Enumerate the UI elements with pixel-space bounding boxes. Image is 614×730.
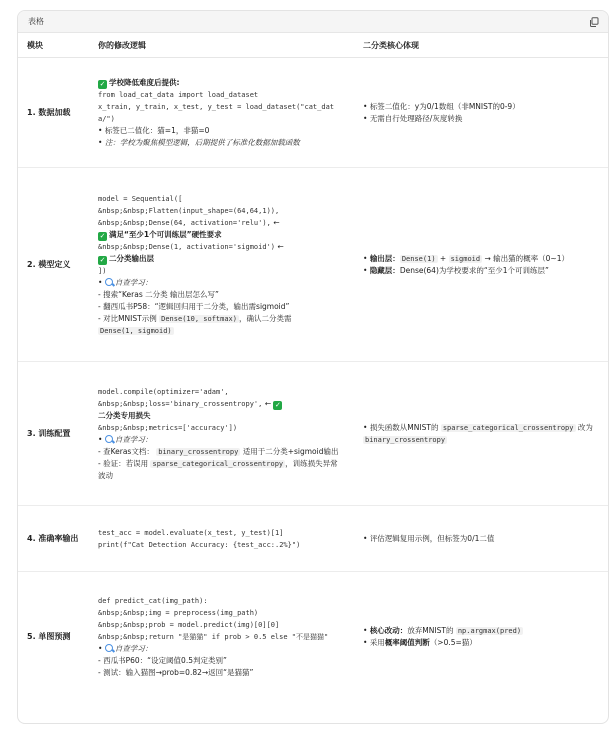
logic-note: • 注：学校为聚焦模型逻辑，后期提供了标准化数据加载函数 — [98, 137, 345, 149]
logic-text: - 西瓜书P60：“设定阈值0.5判定类别” — [98, 655, 227, 665]
logic-text: 自查学习： — [114, 434, 153, 444]
row-module-name: 5. 单图预测 — [27, 631, 71, 641]
logic-text: 自查学习： — [114, 277, 153, 287]
arrow-text: ← — [273, 217, 280, 227]
code-line: test_acc = model.evaluate(x_test, y_test)[1] — [98, 528, 284, 537]
logic-text: - 对比MNIST示例 — [98, 313, 157, 323]
code-line: print(f"Cat Detection Accuracy: {test_acc:.2%}") — [98, 540, 301, 549]
check-icon: ✓ — [275, 400, 281, 409]
magnifier-icon — [105, 435, 113, 443]
table-row — [18, 168, 609, 362]
core-text: 改为 — [575, 422, 593, 432]
logic-text: - 翻西瓜书P58：“逻辑回归用于二分类，输出需sigmoid” — [98, 301, 290, 311]
code-line: &nbsp;&nbsp;Dense(1, activation='sigmoid') — [98, 242, 276, 251]
module-table — [18, 33, 609, 702]
table-row — [18, 58, 609, 168]
row-core — [354, 572, 609, 702]
logic-text: - 测试：输入猫图→prob=0.82→返回“是猫猫” — [98, 667, 254, 677]
inline-code: sparse_categorical_crossentropy — [442, 423, 574, 432]
inline-code: binary_crossentropy — [158, 447, 239, 456]
core-text: （>0.5=猫） — [429, 637, 477, 647]
row-core — [354, 506, 609, 572]
row-module-name: 3. 训练配置 — [18, 362, 89, 506]
card-header — [18, 11, 608, 33]
check-icon: ✓ — [99, 255, 106, 264]
copy-icon[interactable] — [588, 16, 600, 28]
logic-bullet: • 标签已二值化：猫=1，非猫=0 — [98, 125, 345, 137]
core-label: 核心改动： — [369, 625, 408, 635]
inline-code: np.argmax(pred) — [457, 626, 522, 635]
row-logic — [89, 506, 354, 572]
code-line: x_train, y_train, x_test, y_test = load_dataset("cat_data/") — [98, 102, 335, 123]
check-icon: ✓ — [99, 79, 106, 88]
core-bullet: • 标签二值化：y为0/1数组（非MNIST的0-9） — [363, 101, 601, 113]
header-module: 模块 — [18, 33, 89, 58]
logic-text: - 查Keras文档： — [98, 446, 154, 456]
row-logic — [89, 168, 354, 362]
code-line: def predict_cat(img_path): — [98, 596, 208, 605]
magnifier-icon — [105, 278, 113, 286]
code-line: model.compile(optimizer='adam', — [98, 387, 229, 396]
magnifier-icon — [105, 644, 113, 652]
inline-code: sparse_categorical_crossentropy — [152, 459, 284, 468]
row-core — [354, 168, 609, 362]
core-text: + — [437, 253, 449, 263]
row-core — [354, 362, 609, 506]
core-text: 采用 — [369, 637, 385, 647]
check-icon: ✓ — [99, 231, 106, 240]
inline-code: Dense(1, sigmoid) — [100, 326, 172, 335]
logic-text: 二分类输出层 — [109, 253, 154, 263]
core-label: 概率阈值判断 — [384, 637, 430, 647]
arrow-text: ← — [264, 398, 272, 408]
logic-text: 适用于二分类+sigmoid输出 — [240, 446, 339, 456]
code-line: &nbsp;&nbsp;prob = model.predict(img)[0][0] — [98, 620, 280, 629]
code-line: &nbsp;&nbsp;metrics=['accuracy']) — [98, 423, 238, 432]
core-text: 放弃MNIST的 — [407, 625, 454, 635]
row-logic — [89, 58, 354, 168]
core-text: 损失函数从MNIST的 — [369, 422, 439, 432]
code-line: &nbsp;&nbsp;loss='binary_crossentropy', — [98, 399, 263, 408]
core-text: → 输出猫的概率（0~1） — [482, 253, 569, 263]
logic-text: 自查学习： — [114, 643, 153, 653]
core-bullet: • 无需自行处理路径/灰度转换 — [363, 113, 601, 125]
logic-text: 二分类专用损失 — [98, 410, 151, 420]
core-text: Dense(64)为学校要求的“至少1个可训练层” — [399, 265, 549, 275]
logic-text: 满足“至少1个可训练层”硬性要求 — [109, 229, 222, 239]
table-row — [18, 362, 609, 506]
table-header-row — [18, 33, 609, 58]
logic-text: ，训练损失异常波动 — [98, 458, 338, 480]
row-module-name: 1. 数据加载 — [18, 58, 89, 168]
row-logic — [89, 572, 354, 702]
header-core: 二分类核心体现 — [354, 33, 609, 58]
inline-code: Dense(10, softmax) — [161, 314, 237, 323]
card-title: 表格 — [28, 17, 44, 26]
code-line: ]) — [98, 266, 107, 275]
inline-code: binary_crossentropy — [365, 435, 446, 444]
code-line: model = Sequential([ — [98, 194, 183, 203]
logic-text: - 搜索“Keras 二分类 输出层怎么写” — [98, 289, 219, 299]
inline-code: sigmoid — [450, 254, 481, 263]
code-line: from load_cat_data import load_dataset — [98, 90, 259, 99]
core-label: 隐藏层： — [369, 265, 400, 275]
code-line: &nbsp;&nbsp;img = preprocess(img_path) — [98, 608, 259, 617]
row-logic — [89, 362, 354, 506]
logic-text: 学校降低难度后提供: — [109, 77, 180, 87]
logic-text: ，确认二分类需 — [238, 313, 292, 323]
inline-code: Dense(1) — [401, 254, 436, 263]
code-line: &nbsp;&nbsp;Dense(64, activation='relu'), — [98, 218, 271, 227]
code-line: &nbsp;&nbsp;Flatten(input_shape=(64,64,1)), — [98, 206, 280, 215]
row-core — [354, 58, 609, 168]
arrow-text: ← — [277, 241, 284, 251]
header-logic: 你的修改逻辑 — [89, 33, 354, 58]
code-line: &nbsp;&nbsp;return "是猫猫" if prob > 0.5 else "不是猫猫" — [98, 632, 329, 641]
core-label: 输出层： — [369, 253, 400, 263]
table-row — [18, 572, 609, 702]
row-module-name: 2. 模型定义 — [18, 168, 89, 362]
table-card — [17, 10, 609, 724]
logic-text: - 验证：若误用 — [98, 458, 149, 468]
core-bullet: • 评估逻辑复用示例，但标签为0/1二值 — [363, 533, 601, 545]
table-row — [18, 506, 609, 572]
row-module-name: 4. 准确率输出 — [18, 506, 89, 572]
